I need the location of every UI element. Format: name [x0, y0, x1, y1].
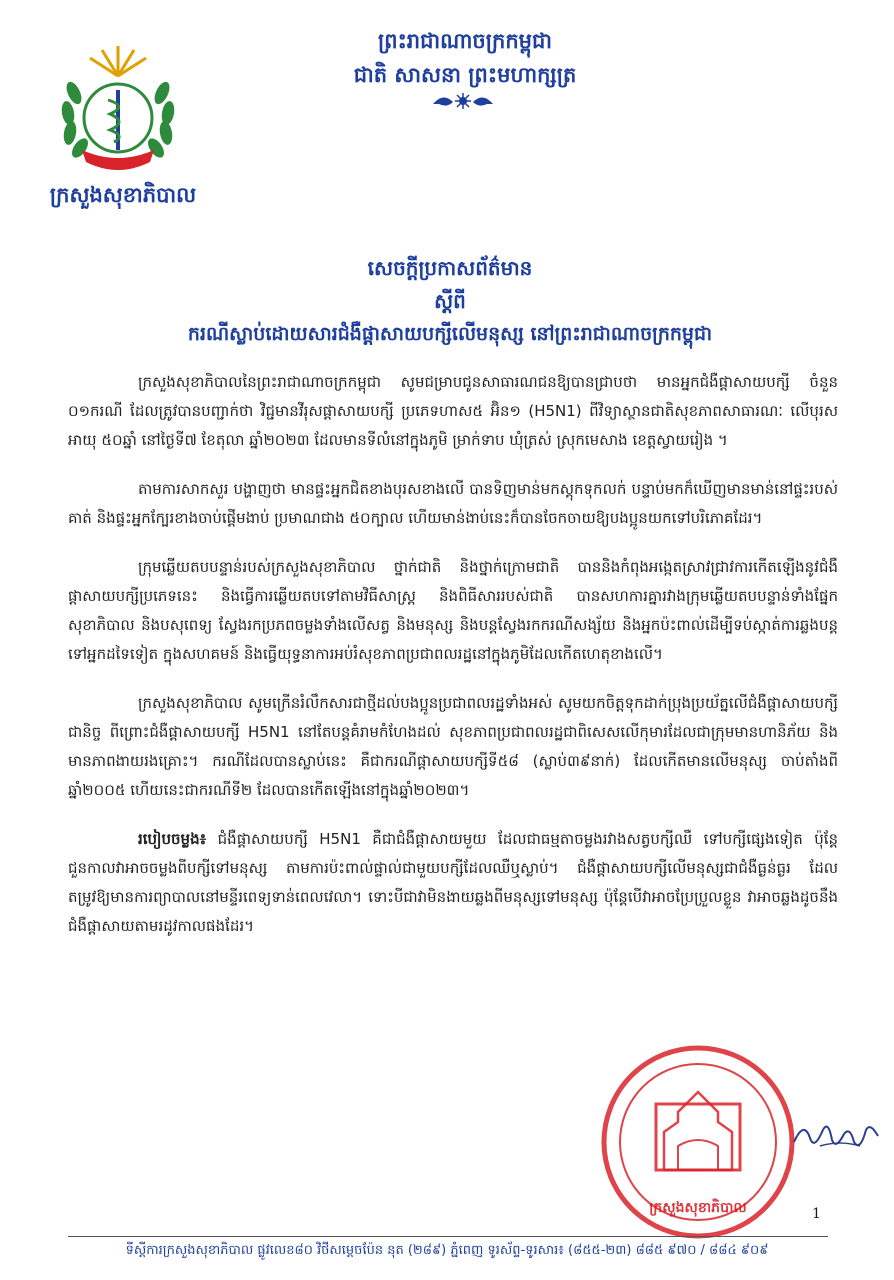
- ministry-logo: [52, 38, 184, 173]
- paragraph-3: ក្រុមឆ្លើយតបបន្ទាន់របស់ក្រសួងសុខាភិបាល ថ្នាក់ជាតិ និងថ្នាក់ក្រោមជាតិ បាននិងកំពុងអង្កេតស្រាវជ្រាវការកើតឡើងនូវជំងឺផ្តាសាយបក្សីប្រភេទនេះ និងធ្វើការឆ្លើយតបទៅតាមវិធីសាស្ត្រ និងពិធីសាររបស់ជាតិ បានសហការគ្នារវាងក្រុមឆ្លើយតបបន្ទាន់ទាំងផ្នែកសុខាភិបាល និងបសុពេទ្យ ស្វែងរកប្រភពចម្លងទាំងលើសត្វ និងមនុស្ស និងបន្តស្វែងរកករណីសង្ស័យ និងអ្នកប៉ះពាល់ដើម្បីទប់ស្កាត់ការឆ្លងបន្តទៅអ្នកដទៃទៀត ក្នុងសហគមន៍ និងធ្វើយុទ្ធនាការអប់រំសុខភាពប្រជាពលរដ្ឋនៅក្នុងភូមិដែលកើតហេតុខាងលើ។: [68, 558, 838, 663]
- paragraph-4: ក្រសួងសុខាភិបាល សូមក្រើនរំលឹកសារជាថ្មីដល់បងប្អូនប្រជាពលរដ្ឋទាំងអស់ សូមយកចិត្តទុកដាក់ប្រុងប្រយ័ត្នលើជំងឺផ្តាសាយបក្សីជានិច្ច ពីព្រោះជំងឺផ្តាសាយបក្សី H5N1 នៅតែបន្តគំរាមកំហែងដល់ សុខភាពប្រជាពលរដ្ឋជាពិសេសលើកុមារដែលជាក្រុមមានហានិភ័យ និងមានភាពងាយរងគ្រោះ។ ករណីដែលបានស្លាប់នេះ គឺជាករណីផ្តាសាយបក្សីទី៥៨ (ស្លាប់៣៩នាក់) ដែលកើតមានលើមនុស្ស ចាប់តាំងពីឆ្នាំ២០០៥ ហើយនេះជាករណីទី២ ដែលបានកើតឡើងនៅក្នុងឆ្នាំ២០២៣។: [68, 694, 838, 799]
- transmission-text: ជំងឺផ្តាសាយបក្សី H5N1 គឺជាជំងឺផ្តាសាយមួយ ដែលជាធម្មតាចម្លងរវាងសត្វបក្សីឈឺ ទៅបក្សីផ្សេងទៀត ប៉ុន្តែជួនកាលវាអាចចម្លងពីបក្សីទៅមនុស្ស តាមការប៉ះពាល់ផ្ទាល់ជាមួយបក្សីដែលឈឺឬស្លាប់។ ជំងឺផ្តាសាយបក្សីលើមនុស្សជាជំងឺធ្ងន់ធ្ងរ ដែលតម្រូវឱ្យមានការព្យាបាលនៅមន្ទីរពេទ្យទាន់ពេលវេលា។ ទោះបីជាវាមិនងាយឆ្លងពីមនុស្សទៅមនុស្ស ប៉ុន្តែបើវាអាចប្រែប្រួលខ្លួន វាអាចឆ្លងដូចនឹងជំងឺផ្តាសាយតាមរដូវកាលផងដែរ។: [68, 830, 838, 935]
- footer-address: ទីស្តីការក្រសួងសុខាភិបាល ផ្លូវលេខ៨០ វិថីសម្តេចប៉ែន នុត (២៨៩) ភ្នំពេញ ទូរស័ព្ទ-ទូរសារ៖ (៨៥៥-២៣) ៨៨៥ ៩៧០ / ៨៨៤ ៩០៩: [125, 1243, 769, 1258]
- svg-text:ក្រសួងសុខាភិបាល: ក្រសួងសុខាភិបាល: [649, 1200, 747, 1216]
- transmission-heading: របៀបចម្លង៖: [138, 830, 207, 848]
- paragraph-2: តាមការសាកសួរ បង្ហាញថា មានផ្ទះអ្នកជិតខាងបុរសខាងលើ បានទិញមាន់មកស្តុកទុកលក់ បន្ទាប់មកក៏ឃើញមានមាន់នៅផ្ទះរបស់គាត់ និងផ្ទះអ្នកក្បែរខាងចាប់ផ្តើមងាប់ ប្រមាណជាង ៥០ក្បាល ហើយមាន់ងាប់នេះក៏បានចែកចាយឱ្យបងប្អូនយកទៅបរិភោគដែរ។: [68, 480, 838, 527]
- document-body: [68, 368, 838, 961]
- document-title: [70, 252, 830, 351]
- title-announcement: សេចក្តីប្រកាសព័ត៌មាន: [367, 256, 533, 280]
- decorative-ornament-icon: [423, 90, 503, 112]
- national-header: [300, 24, 630, 92]
- ministry-name: ក្រសួងសុខាភិបាល: [49, 183, 197, 207]
- title-about: ស្តីពី: [434, 289, 466, 313]
- signature: [790, 1112, 882, 1160]
- page-number: 1: [812, 1206, 821, 1222]
- title-subject: ករណីស្លាប់ដោយសារជំងឺផ្តាសាយបក្សីលើមនុស្ស នៅព្រះរាជាណាចក្រកម្ពុជា: [187, 323, 713, 345]
- footer-divider: [68, 1236, 828, 1237]
- official-stamp: [598, 1042, 798, 1242]
- paragraph-1: ក្រសួងសុខាភិបាលនៃព្រះរាជាណាចក្រកម្ពុជា សូមជម្រាបជូនសាធារណជនឱ្យបានជ្រាបថា មានអ្នកជំងឺផ្តាសាយបក្សី ចំនួន ០១ករណី ដែលត្រូវបានបញ្ជាក់ថា វិជ្ជមានវីរុសផ្តាសាយបក្សី ប្រភេទហាស៥ អ៊ិន១ (H5N1) ពីវិទ្យាស្ថានជាតិសុខភាពសាធារណៈ លើបុរសអាយុ ៥០ឆ្នាំ នៅថ្ងៃទី៧ ខែតុលា ឆ្នាំ២០២៣ ដែលមានទីលំនៅក្នុងភូមិ ម្រាក់ទាប ឃុំត្រស់ ស្រុកមេសាង ខេត្តស្វាយរៀង ។: [68, 373, 838, 449]
- kingdom-name: ព្រះរាជាណាចក្រកម្ពុជា: [377, 29, 552, 53]
- national-motto: ជាតិ សាសនា ព្រះមហាក្សត្រ: [353, 63, 577, 87]
- paragraph-5: [68, 825, 838, 941]
